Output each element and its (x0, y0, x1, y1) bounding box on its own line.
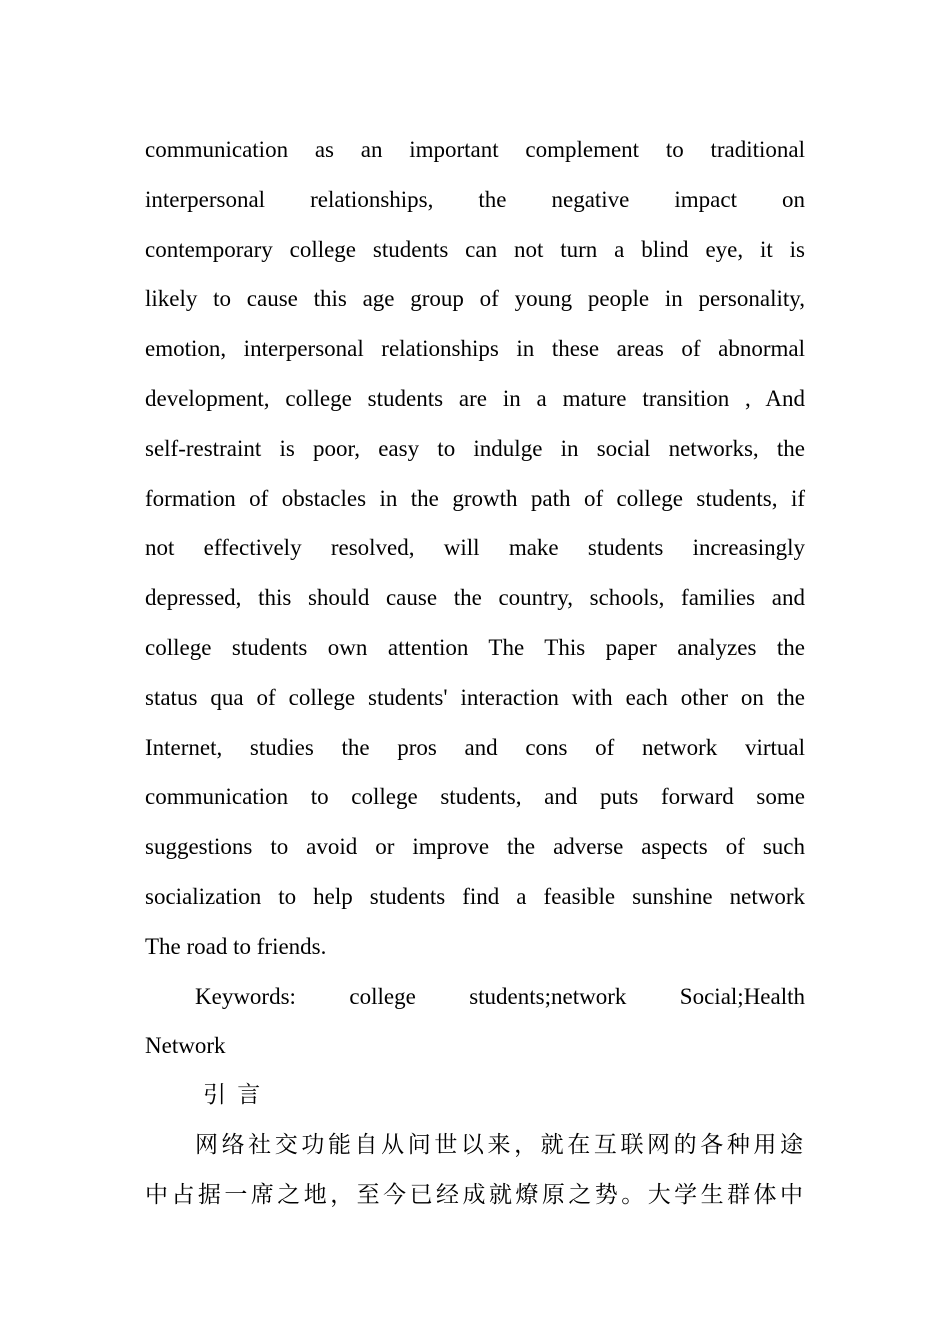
intro-line: 中占据一席之地，至今已经成就燎原之势。大学生群体中 (145, 1181, 805, 1208)
abstract-line: suggestions to avoid or improve the adverse aspects of such (145, 834, 805, 860)
abstract-line: Internet, studies the pros and cons of network virtual (145, 734, 805, 760)
intro-line: 网络社交功能自从问世以来，就在互联网的各种用途 (195, 1131, 805, 1158)
body-text (145, 125, 805, 1221)
abstract-line: emotion, interpersonal relationships in these areas of abnormal (145, 336, 805, 362)
abstract-line: not effectively resolved, will make students increasingly (145, 535, 805, 561)
abstract-paragraph (145, 125, 805, 972)
abstract-line: interpersonal relationships, the negative impact on (145, 186, 805, 212)
intro-heading-block (145, 1071, 805, 1121)
section-heading: 引 言 (203, 1082, 263, 1109)
abstract-line: contemporary college students can not turn a blind eye, it is (145, 236, 805, 262)
keywords-line: Keywords: college students;network Social;Health (195, 983, 805, 1009)
abstract-line: depressed, this should cause the country, schools, families and (145, 585, 805, 611)
intro-paragraph (145, 1121, 805, 1221)
abstract-line: development, college students are in a mature transition , And (145, 385, 805, 411)
abstract-line: self-restraint is poor, easy to indulge in social networks, the (145, 435, 805, 461)
keywords-paragraph (145, 972, 805, 1072)
abstract-line: socialization to help students find a feasible sunshine network (145, 883, 805, 909)
abstract-line: likely to cause this age group of young people in personality, (145, 286, 805, 312)
abstract-line: college students own attention The This paper analyzes the (145, 634, 805, 660)
abstract-line: communication as an important complement to traditional (145, 137, 805, 162)
keywords-line: Network (145, 1033, 226, 1059)
abstract-line: The road to friends. (145, 933, 327, 959)
abstract-line: status qua of college students' interaction with each other on the (145, 684, 805, 710)
abstract-line: communication to college students, and puts forward some (145, 784, 805, 810)
abstract-line: formation of obstacles in the growth path of college students, if (145, 485, 805, 511)
